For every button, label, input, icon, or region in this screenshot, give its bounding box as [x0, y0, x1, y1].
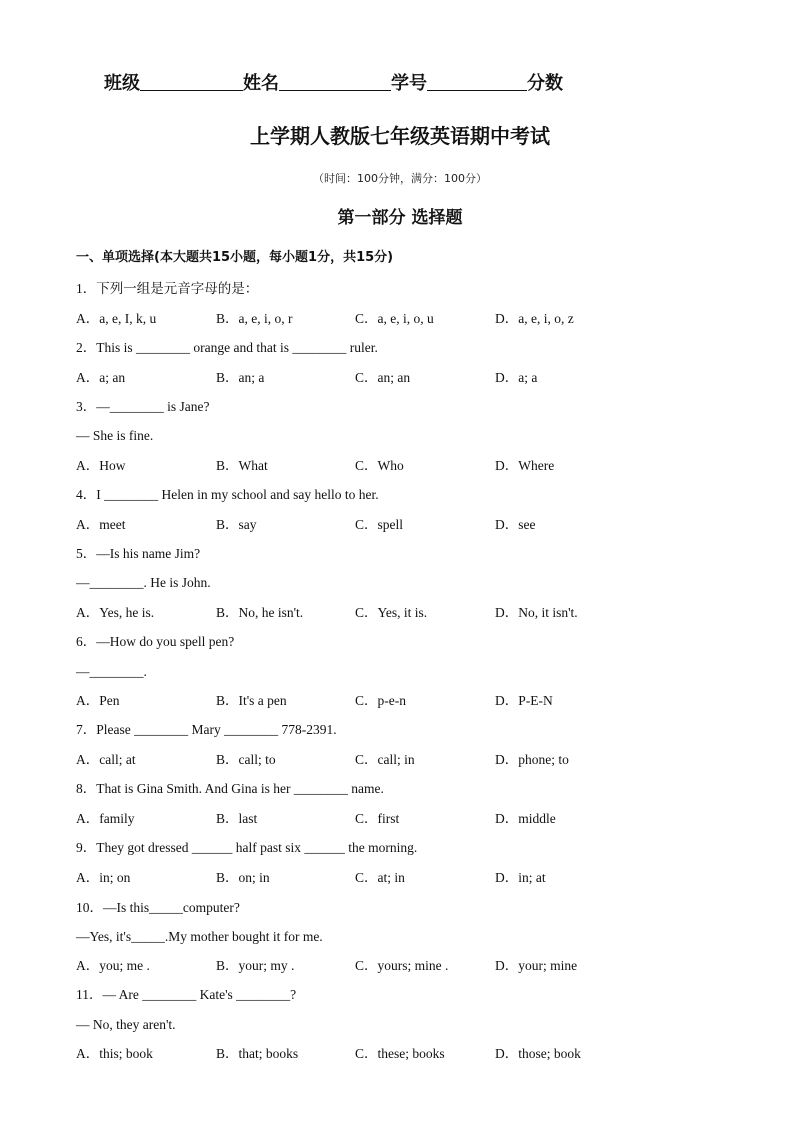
- option-b[interactable]: B．your; my .: [216, 958, 295, 973]
- question-8-stem: 8．That is Gina Smith. And Gina is her ________ name.: [76, 781, 384, 796]
- name-blank[interactable]: [279, 70, 391, 91]
- question-3-stem: 3．—________ is Jane?: [76, 399, 210, 414]
- exam-title: [0, 122, 800, 150]
- option-c[interactable]: C．call; in: [355, 752, 415, 767]
- option-d[interactable]: D．No, it isn't.: [495, 605, 578, 620]
- option-d[interactable]: D．middle: [495, 811, 556, 826]
- option-d[interactable]: D．a, e, i, o, z: [495, 311, 574, 326]
- option-b[interactable]: B．on; in: [216, 870, 270, 885]
- option-b[interactable]: B．What: [216, 458, 268, 473]
- option-a[interactable]: A．call; at: [76, 752, 136, 767]
- option-c[interactable]: C．spell: [355, 517, 404, 532]
- option-b[interactable]: B．It's a pen: [216, 693, 287, 708]
- option-a[interactable]: A．Pen: [76, 693, 120, 708]
- option-c[interactable]: C．first: [355, 811, 400, 826]
- option-a[interactable]: A．you; me .: [76, 958, 150, 973]
- question-4-stem: 4．I ________ Helen in my school and say hello to her.: [76, 487, 379, 502]
- option-a[interactable]: A．Yes, he is.: [76, 605, 155, 620]
- option-a[interactable]: A．a; an: [76, 370, 126, 385]
- question-8-options: [76, 809, 736, 829]
- option-c[interactable]: C．a, e, i, o, u: [355, 311, 434, 326]
- question-11-reply: — No, they aren't.: [76, 1017, 176, 1032]
- question-1-stem: 1．下列一组是元音字母的是：: [76, 281, 259, 296]
- option-a[interactable]: A．How: [76, 458, 126, 473]
- option-d[interactable]: D．phone; to: [495, 752, 569, 767]
- student-id-label: 学号: [391, 73, 427, 94]
- option-c[interactable]: C．Who: [355, 458, 404, 473]
- question-7-options: [76, 750, 736, 770]
- option-d[interactable]: D．your; mine: [495, 958, 578, 973]
- question-3-reply: — She is fine.: [76, 428, 154, 443]
- option-d[interactable]: D．in; at: [495, 870, 546, 885]
- question-10-options: [76, 956, 736, 976]
- question-11-stem: 11．— Are ________ Kate's ________?: [76, 987, 297, 1002]
- option-b[interactable]: B．an; a: [216, 370, 265, 385]
- question-10-stem: 10．—Is this_____computer?: [76, 900, 240, 915]
- question-3-options: [76, 456, 736, 476]
- question-9-options: [76, 868, 736, 888]
- option-b[interactable]: B．call; to: [216, 752, 276, 767]
- question-9-stem: 9．They got dressed ______ half past six ______ the morning.: [76, 840, 418, 855]
- option-b[interactable]: B．say: [216, 517, 257, 532]
- question-6-stem: 6．—How do you spell pen?: [76, 634, 235, 649]
- question-6-options: [76, 691, 736, 711]
- score-label: 分数: [527, 73, 563, 94]
- question-11-options: [76, 1044, 736, 1064]
- option-c[interactable]: C．Yes, it is.: [355, 605, 428, 620]
- question-4-options: [76, 515, 736, 535]
- option-a[interactable]: A．this; book: [76, 1046, 153, 1061]
- question-7-stem: 7．Please ________ Mary ________ 778-2391.: [76, 722, 337, 737]
- question-5-options: [76, 603, 736, 623]
- option-c[interactable]: C．p-e-n: [355, 693, 406, 708]
- option-a[interactable]: A．in; on: [76, 870, 131, 885]
- question-2-options: [76, 368, 736, 388]
- option-d[interactable]: D．a; a: [495, 370, 538, 385]
- name-label: 姓名: [243, 73, 279, 94]
- question-2-stem: 2．This is ________ orange and that is ________ ruler.: [76, 340, 378, 355]
- option-d[interactable]: D．P-E-N: [495, 693, 553, 708]
- question-5-stem: 5．—Is his name Jim?: [76, 546, 201, 561]
- option-b[interactable]: B．that; books: [216, 1046, 299, 1061]
- option-b[interactable]: B．a, e, i, o, r: [216, 311, 293, 326]
- option-d[interactable]: D．see: [495, 517, 536, 532]
- student-id-blank[interactable]: [427, 70, 527, 91]
- section-heading: 一、单项选择(本大题共15小题，每小题1分，共15分): [76, 250, 394, 265]
- student-info-line: [104, 70, 563, 97]
- question-5-reply: —________. He is John.: [76, 575, 211, 590]
- exam-subtitle: （时间：100分钟，满分：100分）: [313, 172, 487, 185]
- option-b[interactable]: B．last: [216, 811, 258, 826]
- option-c[interactable]: C．yours; mine .: [355, 958, 449, 973]
- option-a[interactable]: A．family: [76, 811, 135, 826]
- option-c[interactable]: C．an; an: [355, 370, 411, 385]
- option-b[interactable]: B．No, he isn't.: [216, 605, 304, 620]
- option-a[interactable]: A．meet: [76, 517, 126, 532]
- question-1-options: [76, 309, 736, 329]
- option-a[interactable]: A．a, e, I, k, u: [76, 311, 157, 326]
- question-10-reply: —Yes, it's_____.My mother bought it for me.: [76, 929, 323, 944]
- class-blank[interactable]: [140, 70, 243, 91]
- option-d[interactable]: D．those; book: [495, 1046, 581, 1061]
- option-c[interactable]: C．these; books: [355, 1046, 445, 1061]
- part-heading: 第一部分 选择题: [337, 208, 463, 228]
- exam-title-text: 上学期人教版七年级英语期中考试: [250, 124, 550, 148]
- option-d[interactable]: D．Where: [495, 458, 555, 473]
- class-label: 班级: [104, 73, 140, 94]
- question-6-reply: —________.: [76, 664, 147, 679]
- option-c[interactable]: C．at; in: [355, 870, 405, 885]
